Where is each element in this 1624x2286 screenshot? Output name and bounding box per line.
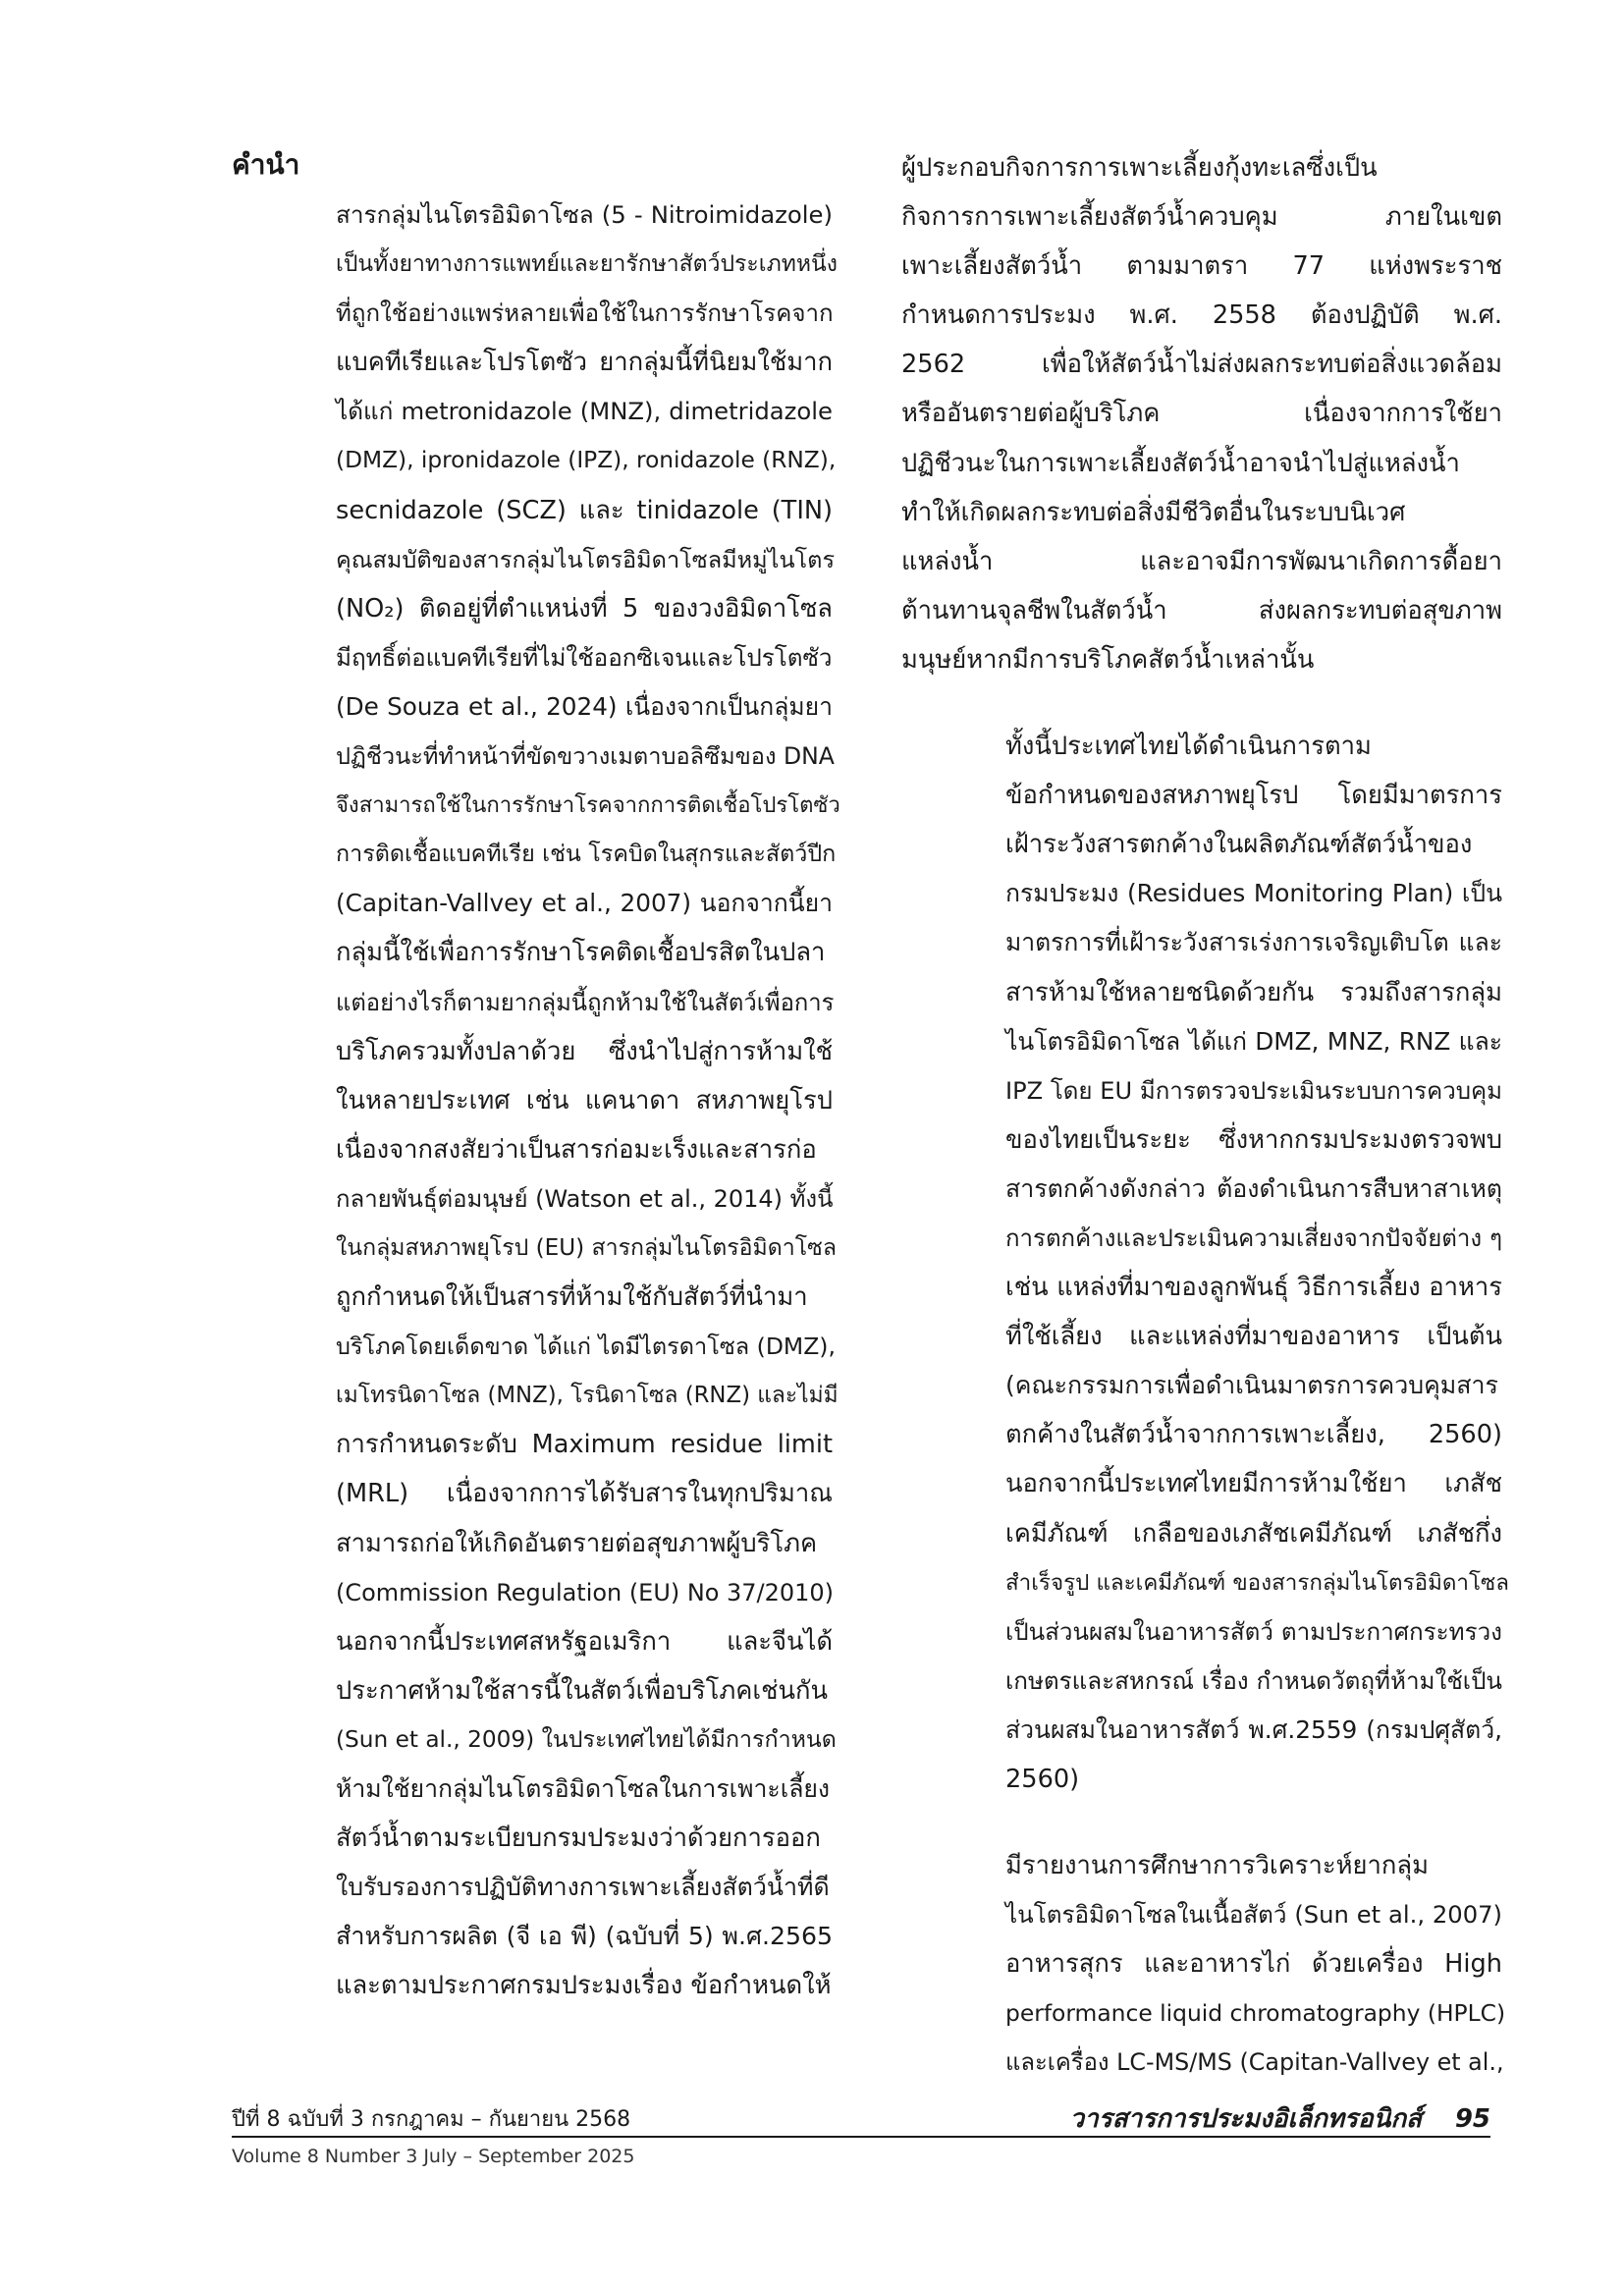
text-line: และตามประกาศกรมประมงเรื่อง ข้อกำหนดให้ <box>336 1971 832 2001</box>
text-line: กลุ่มนี้ใช้เพื่อการรักษาโรคติดเชื้อปรสิตในปลา <box>336 938 826 968</box>
text-line: สารห้ามใช้หลายชนิดด้วยกัน รวมถึงสารกลุ่ม <box>1005 977 1502 1007</box>
text-line: performance liquid chromatography (HPLC) <box>1005 1999 1506 2028</box>
text-line: แต่อย่างไรก็ตามยากลุ่มนี้ถูกห้ามใช้ในสัตว์เพื่อการ <box>336 988 835 1016</box>
text-line: ปฏิชีวนะที่ทำหน้าที่ขัดขวางเมตาบอลิซึมของ DNA <box>336 742 835 771</box>
text-line: เป็นทั้งยาทางการแพทย์และยารักษาสัตว์ประเภทหนึ่ง <box>336 251 838 278</box>
text-line: ถูกกำหนดให้เป็นสารที่ห้ามใช้กับสัตว์ที่นำมา <box>336 1282 808 1313</box>
text-line: (DMZ), ipronidazole (IPZ), ronidazole (RNZ), <box>336 447 837 474</box>
text-line: ต้านทานจุลชีพในสัตว์น้ำ ส่งผลกระทบต่อสุขภาพ <box>901 595 1502 626</box>
text-line: (คณะกรรมการเพื่อดำเนินมาตรการควบคุมสาร <box>1005 1371 1498 1400</box>
text-line: เกษตรและสหกรณ์ เรื่อง กำหนดวัตถุที่ห้ามใช้เป็น <box>1005 1666 1502 1695</box>
text-line: คุณสมบัติของสารกลุ่มไนโตรอิมิดาโซลมีหมู่ไนโตร <box>336 545 836 573</box>
text-line: สัตว์น้ำตามระเบียบกรมประมงว่าด้วยการออก <box>336 1823 821 1854</box>
page-number: 95 <box>1447 2102 1490 2136</box>
text-line: ในหลายประเทศ เช่น แคนาดา สหภาพยุโรป <box>336 1085 833 1116</box>
issue-english: Volume 8 Number 3 July – September 2025 <box>232 2146 635 2167</box>
text-line: สารตกค้างดังกล่าว ต้องดำเนินการสืบหาสาเหตุ <box>1005 1173 1502 1203</box>
text-line: บริโภครวมทั้งปลาด้วย ซึ่งนำไปสู่การห้ามใช้ <box>336 1036 833 1066</box>
text-line: เช่น แหล่งที่มาของลูกพันธุ์ วิธีการเลี้ยง อาหาร <box>1005 1273 1502 1303</box>
text-line: เฝ้าระวังสารตกค้างในผลิตภัณฑ์สัตว์น้ำของ <box>1005 830 1473 860</box>
left-column <box>232 145 840 2010</box>
text-line: จึงสามารถใช้ในการรักษาโรคจากการติดเชื้อโปรโตซัว <box>336 792 840 819</box>
text-line: สำหรับการผลิต (จี เอ พี) (ฉบับที่ 5) พ.ศ.2565 <box>336 1922 833 1951</box>
text-line: สารกลุ่มไนโตรอิมิดาโซล (5 - Nitroimidazole) <box>336 200 833 229</box>
text-line: ใบรับรองการปฏิบัติทางการเพาะเลี้ยงสัตว์น้ำที่ดี <box>336 1873 830 1902</box>
text-line: (Sun et al., 2009) ในประเทศไทยได้มีการกำหนด <box>336 1725 837 1753</box>
text-line: มาตรการที่เฝ้าระวังสารเร่งการเจริญเติบโต และ <box>1005 928 1502 957</box>
text-line: บริโภคโดยเด็ดขาด ได้แก่ ไดมีไตรดาโซล (DMZ), <box>336 1333 836 1361</box>
text-line: การตกค้างและประเมินความเสี่ยงจากปัจจัยต่าง ๆ <box>1005 1224 1502 1252</box>
text-line: ตกค้างในสัตว์น้ำจากการเพาะเลี้ยง, 2560) <box>1005 1420 1502 1450</box>
text-line: กิจการการเพาะเลี้ยงสัตว์น้ำควบคุม ภายในเขต <box>901 202 1502 233</box>
text-line: ของไทยเป็นระยะ ซึ่งหากกรมประมงตรวจพบ <box>1005 1124 1502 1155</box>
text-line: ผู้ประกอบกิจการการเพาะเลี้ยงกุ้งทะเลซึ่งเป็น <box>901 153 1378 183</box>
text-line: หรืออันตรายต่อผู้บริโภค เนื่องจากการใช้ยา <box>901 399 1502 429</box>
text-line: เนื่องจากสงสัยว่าเป็นสารก่อมะเร็งและสารก่อ <box>336 1134 817 1165</box>
text-line: สำเร็จรูป และเคมีภัณฑ์ ของสารกลุ่มไนโตรอิมิดาโซล <box>1005 1569 1509 1596</box>
text-line: อาหารสุกร และอาหารไก่ ด้วยเครื่อง High <box>1005 1949 1502 1980</box>
text-line: แบคทีเรียและโปรโตซัว ยากลุ่มนี้ที่นิยมใช้มาก <box>336 348 833 378</box>
text-line: ประกาศห้ามใช้สารนี้ในสัตว์เพื่อบริโภคเช่นกัน <box>336 1675 829 1706</box>
text-line: ที่ถูกใช้อย่างแพร่หลายเพื่อใช้ในการรักษาโรคจาก <box>336 299 834 328</box>
text-line: เคมีภัณฑ์ เกลือของเภสัชเคมีภัณฑ์ เภสัชกึ่ง <box>1005 1518 1502 1549</box>
text-line: กำหนดการประมง พ.ศ. 2558 ต้องปฏิบัติ พ.ศ. <box>901 300 1502 331</box>
text-line: ที่ใช้เลี้ยง และแหล่งที่มาของอาหาร เป็นต้น <box>1005 1322 1502 1352</box>
text-line: การกำหนดระดับ Maximum residue limit <box>336 1430 833 1460</box>
text-line: ในกลุ่มสหภาพยุโรป (EU) สารกลุ่มไนโตรอิมิดาโซล <box>336 1234 838 1261</box>
text-line: เพาะเลี้ยงสัตว์น้ำ ตามมาตรา 77 แห่งพระราช <box>901 251 1502 282</box>
text-line: ห้ามใช้ยากลุ่มไนโตรอิมิดาโซลในการเพาะเลี้ยง <box>336 1774 831 1803</box>
text-line: (Capitan-Vallvey et al., 2007) นอกจากนี้ยา <box>336 889 833 918</box>
paragraph-3 <box>901 1841 1506 2087</box>
text-line: ทำให้เกิดผลกระทบต่อสิ่งมีชีวิตอื่นในระบบนิเวศ <box>901 497 1406 527</box>
journal-name: วารสารการประมงอิเล็กทรอนิกส์ <box>1062 2102 1422 2136</box>
text-line: มีฤทธิ์ต่อแบคทีเรียที่ไม่ใช้ออกซิเจนและโปรโตซัว <box>336 643 833 672</box>
text-line: เมโทรนิดาโซล (MNZ), โรนิดาโซล (RNZ) และไม่มี <box>336 1383 839 1409</box>
intro-paragraph <box>232 190 840 2010</box>
text-line: ทั้งนี้ประเทศไทยได้ดำเนินการตาม <box>1005 732 1372 762</box>
text-line: เป็นส่วนผสมในอาหารสัตว์ ตามประกาศกระทรวง <box>1005 1617 1502 1646</box>
text-line: นอกจากนี้ประเทศสหรัฐอเมริกา และจีนได้ <box>336 1626 833 1657</box>
issue-thai: ปีที่ 8 ฉบับที่ 3 กรกฎาคม – กันยายน 2568 <box>232 2106 636 2134</box>
text-line: ไนโตรอิมิดาโซลในเนื้อสัตว์ (Sun et al., 2007) <box>1005 1901 1502 1930</box>
text-line: ส่วนผสมในอาหารสัตว์ พ.ศ.2559 (กรมปศุสัตว์, <box>1005 1714 1502 1744</box>
footer-rule <box>232 2136 1490 2138</box>
text-line: (NO₂) ติดอยู่ที่ตำแหน่งที่ 5 ของวงอิมิดาโซล <box>336 593 833 624</box>
text-line: (MRL) เนื่องจากการได้รับสารในทุกปริมาณ <box>336 1479 833 1509</box>
text-line: นอกจากนี้ประเทศไทยมีการห้ามใช้ยา เภสัช <box>1005 1469 1502 1499</box>
text-line: การติดเชื้อแบคทีเรีย เช่น โรคบิดในสุกรและสัตว์ปีก <box>336 841 837 868</box>
text-line: IPZ โดย EU มีการตรวจประเมินระบบการควบคุม <box>1005 1076 1502 1105</box>
text-line: ข้อกำหนดของสหภาพยุโรป โดยมีมาตรการ <box>1005 781 1502 811</box>
section-heading: คำนำ <box>232 148 300 181</box>
text-line: กรมประมง (Residues Monitoring Plan) เป็น <box>1005 879 1502 908</box>
text-line: มนุษย์หากมีการบริโภคสัตว์น้ำเหล่านั้น <box>901 644 1315 675</box>
paragraph-2 <box>901 722 1509 1804</box>
text-line: (Commission Regulation (EU) No 37/2010) <box>336 1578 834 1606</box>
text-line: มีรายงานการศึกษาการวิเคราะห์ยากลุ่ม <box>1005 1851 1429 1881</box>
paragraph-1 <box>901 143 1502 684</box>
text-line: secnidazole (SCZ) และ tinidazole (TIN) <box>336 495 833 525</box>
text-line: (De Souza et al., 2024) เนื่องจากเป็นกลุ่มยา <box>336 691 833 721</box>
text-line: ปฏิชีวนะในการเพาะเลี้ยงสัตว์น้ำอาจนำไปสู่แหล่งน้ำ <box>901 448 1460 478</box>
page-footer <box>232 2104 1490 2177</box>
text-line: แหล่งน้ำ และอาจมีการพัฒนาเกิดการดื้อยา <box>901 546 1502 576</box>
text-line: 2560) <box>1005 1765 1080 1794</box>
text-line: ไนโตรอิมิดาโซล ได้แก่ DMZ, MNZ, RNZ และ <box>1005 1026 1502 1056</box>
text-line: และเครื่อง LC-MS/MS (Capitan-Vallvey et al., <box>1005 2048 1504 2077</box>
right-column <box>901 143 1509 2088</box>
text-line: สามารถก่อให้เกิดอันตรายต่อสุขภาพผู้บริโภค <box>336 1528 818 1558</box>
text-line: 2562 เพื่อให้สัตว์น้ำไม่ส่งผลกระทบต่อสิ่งแวดล้อม <box>901 350 1502 380</box>
text-line: ได้แก่ metronidazole (MNZ), dimetridazole <box>336 397 833 426</box>
text-line: กลายพันธุ์ต่อมนุษย์ (Watson et al., 2014) ทั้งนี้ <box>336 1184 834 1213</box>
